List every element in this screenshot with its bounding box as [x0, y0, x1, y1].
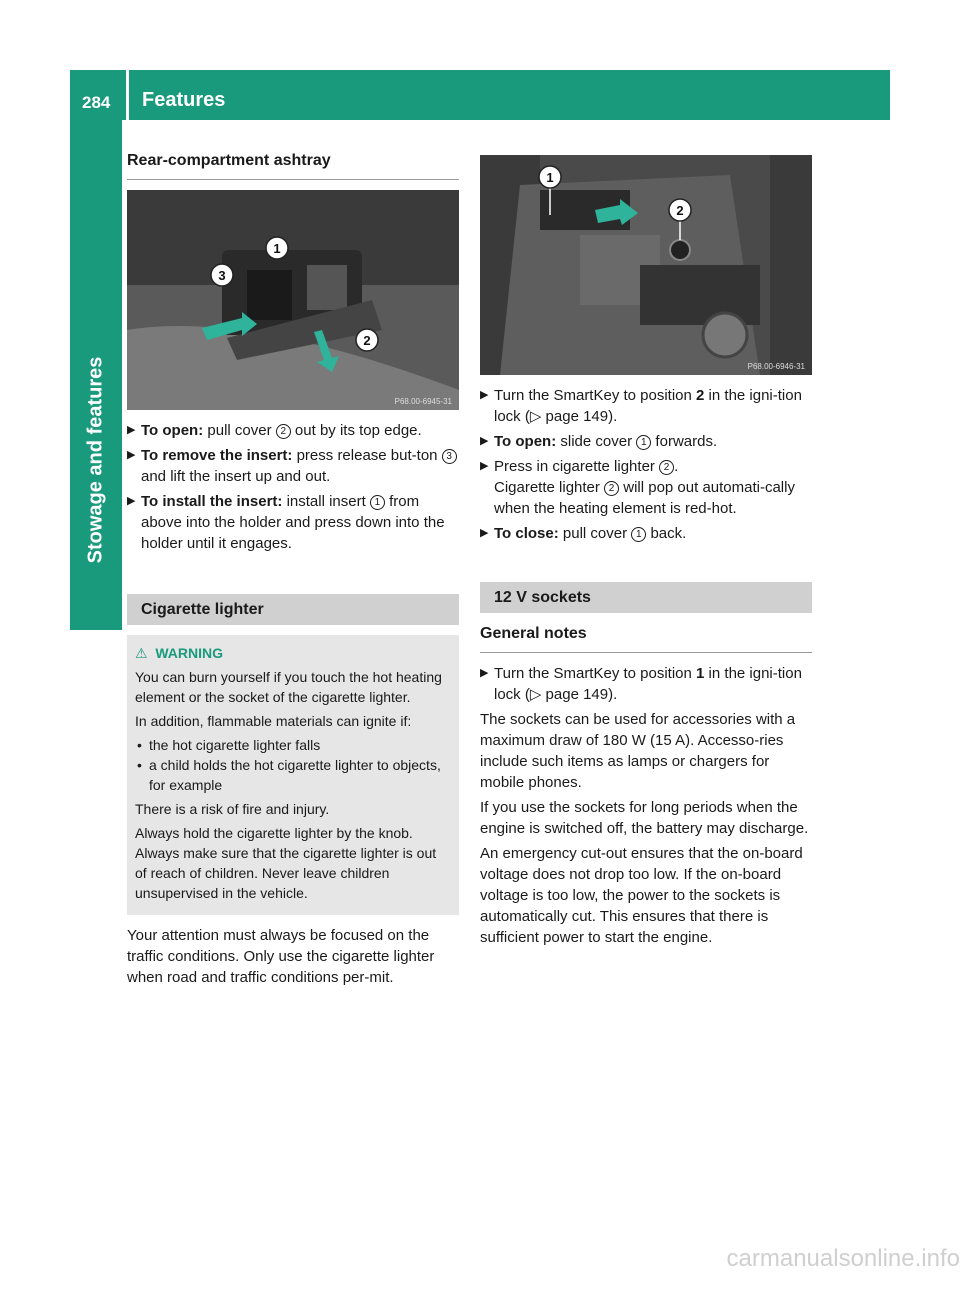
page-number: 284 — [82, 93, 111, 112]
arrow-icon: ▶ — [480, 389, 489, 401]
arrow-icon: ▶ — [480, 460, 489, 472]
callout-ref: 3 — [442, 449, 457, 464]
page-ref-link[interactable]: page 149). — [541, 408, 618, 425]
step-text: will pop out automati-cally when the heating element is red-hot. — [494, 479, 795, 517]
callout-1: 1 — [273, 241, 281, 256]
list-item: • the hot cigarette lighter falls — [135, 735, 451, 755]
warning-text: In addition, flammable materials can ignite if: — [135, 713, 412, 729]
step-text: Press in cigarette lighter — [494, 458, 660, 475]
step-text: Cigarette lighter — [494, 479, 605, 496]
callout-1: 1 — [546, 170, 554, 185]
callout-3: 3 — [218, 268, 226, 283]
arrow-icon: ▶ — [480, 435, 489, 447]
list-item — [480, 456, 812, 519]
list-item — [480, 523, 812, 544]
callout-ref: 1 — [631, 527, 646, 542]
warning-bullets — [135, 735, 451, 795]
photo-code: P68.00-6945-31 — [394, 397, 452, 406]
ashtray-steps — [127, 420, 459, 554]
step-text: forwards. — [651, 433, 718, 450]
step-text: back. — [646, 525, 687, 542]
arrow-icon: ▶ — [127, 495, 136, 507]
page-ref-link[interactable]: page 149). — [541, 686, 618, 703]
page-ref-icon: ▷ — [529, 408, 542, 425]
header-divider — [126, 70, 129, 120]
step-text: out by its top edge. — [290, 422, 422, 439]
body-text: An emergency cut-out ensures that the on-board voltage does not drop too low. If the on-board voltage is too low, the power to the sockets is automatically cut. This ensures that there is sufficient power to start the engine. — [480, 845, 803, 946]
callout-ref: 2 — [659, 460, 674, 475]
list-item — [480, 663, 812, 705]
callout-ref: 1 — [636, 435, 651, 450]
left-column — [127, 150, 459, 992]
list-item — [127, 445, 459, 487]
sockets-heading: 12 V sockets — [480, 582, 812, 613]
page-ref-icon: ▷ — [529, 686, 542, 703]
arrow-icon: ▶ — [480, 527, 489, 539]
list-item — [127, 491, 459, 554]
warning-text: Always hold the cigarette lighter by the knob. Always make sure that the cigarette lighter is out of reach of children. Never leave children unsupervised in the vehicle. — [135, 825, 437, 901]
ashtray-heading: Rear-compartment ashtray — [127, 150, 459, 180]
step-label: To close: — [494, 525, 559, 542]
sockets-subheading: General notes — [480, 623, 812, 653]
callout-2: 2 — [676, 203, 684, 218]
warning-box — [127, 635, 459, 915]
step-label: To install the insert: — [141, 493, 283, 510]
list-item — [480, 385, 812, 427]
callout-2: 2 — [363, 333, 371, 348]
warning-title: WARNING — [155, 645, 224, 661]
position-value: 2 — [696, 387, 705, 404]
arrow-icon: ▶ — [127, 449, 136, 461]
lighter-illustration — [480, 155, 812, 375]
callout-ref: 2 — [276, 424, 291, 439]
step-text: in the igni-tion lock ( — [494, 665, 802, 703]
arrow-icon: ▶ — [480, 667, 489, 679]
step-text: and lift the insert up and out. — [141, 468, 331, 485]
step-label: To remove the insert: — [141, 447, 293, 464]
warning-text: You can burn yourself if you touch the hot heating element or the socket of the cigarette lighter. — [135, 669, 442, 705]
step-text: Turn the SmartKey to position — [494, 665, 697, 682]
position-value: 1 — [696, 665, 705, 682]
list-item: • a child holds the hot cigarette lighter to objects, for example — [135, 755, 451, 795]
cigarette-heading: Cigarette lighter — [127, 594, 459, 625]
step-text: . — [674, 458, 679, 475]
ashtray-illustration — [127, 190, 459, 410]
step-label: To open: — [494, 433, 557, 450]
ashtray-photo — [127, 190, 459, 410]
warning-text: There is a risk of fire and injury. — [135, 801, 330, 817]
watermark: carmanualsonline.info — [726, 1245, 960, 1272]
photo-code: P68.00-6946-31 — [747, 362, 805, 371]
step-text: in the igni-tion lock ( — [494, 387, 802, 425]
step-text: pull cover — [207, 422, 276, 439]
callout-ref: 1 — [370, 495, 385, 510]
list-item — [480, 431, 812, 452]
step-text: slide cover — [556, 433, 637, 450]
step-text: press release but-ton — [296, 447, 442, 464]
step-text: Turn the SmartKey to position — [494, 387, 697, 404]
page-title: Features — [142, 89, 226, 111]
step-text: from above into the holder and press down into the holder until it engages. — [141, 493, 445, 552]
body-text: If you use the sockets for long periods when the engine is switched off, the battery may discharge. — [480, 799, 809, 837]
body-text: Your attention must always be focused on the traffic conditions. Only use the cigarette lighter when road and traffic conditions per-mit. — [127, 927, 435, 986]
step-label: To open: — [141, 422, 204, 439]
sockets-steps — [480, 663, 812, 705]
step-text: install insert — [286, 493, 370, 510]
right-column — [480, 155, 812, 952]
step-text: pull cover — [558, 525, 632, 542]
body-text: The sockets can be used for accessories with a maximum draw of 180 W (15 A). Accesso-ries include such items as lamps or chargers for mobile phones. — [480, 711, 796, 791]
lighter-photo — [480, 155, 812, 375]
side-tab-label: Stowage and features — [84, 356, 107, 564]
warning-icon: ⚠ — [135, 645, 148, 661]
callout-ref: 2 — [604, 481, 619, 496]
lighter-steps — [480, 385, 812, 544]
arrow-icon: ▶ — [127, 424, 136, 436]
list-item — [127, 420, 459, 441]
